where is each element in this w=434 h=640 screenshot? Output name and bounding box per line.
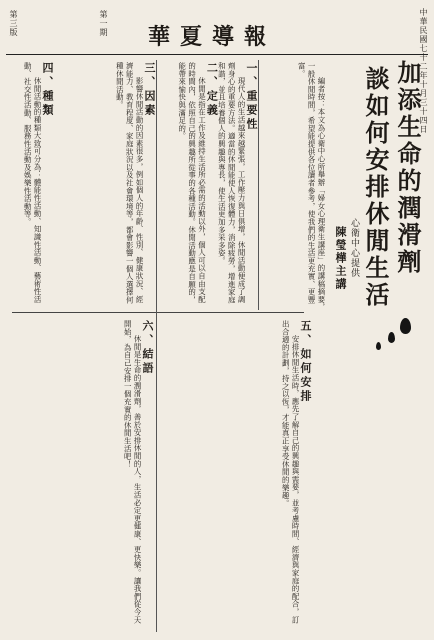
issue-label: 第一期 (99, 10, 108, 37)
headline-sub: 談如何安排休閒生活 (361, 66, 390, 309)
editor-note (262, 62, 326, 312)
section-text: 現代人的生活越來越緊張，工作壓力與日俱增，休閒活動便成了調劑身心的重要方法。適當的休閒能使人恢復體力，消除疲勞，增進家庭和諧，並且培養個人的興趣與專長，使生活更加多采多姿。 (217, 62, 247, 304)
article-column-2 (56, 62, 154, 307)
article-column-1 (160, 62, 256, 307)
drop-icon (400, 318, 411, 334)
article-column-4 (160, 320, 310, 630)
article-column-5 (12, 320, 152, 630)
column-rule (156, 60, 157, 632)
section-text: 休閒活動的種類大致可分為：體能性活動、知識性活動、藝術性活動、社交性活動、服務性活動及娛樂性活動等。 (23, 62, 43, 303)
section-text: 休閒是指在工作及維持生活所必需的活動以外，個人可以自由支配的時間內，依照自己的興趣所從事的各種活動。休閒活動應是自願的，能帶來愉快與滿足的。 (177, 62, 207, 304)
section-text: 影響休閒活動的因素很多，例如個人的年齡、性別、健康狀況、經濟能力、教育程度、家庭狀況以及社會環境等，都會影響一個人選擇何種休閒活動。 (115, 62, 145, 304)
editor-note-text: 編者按：本文為心衛中心所舉辦「婦女心理衛生講座」的講稿摘要，一般休閒時間，希望能提供各位讀者參考，使我們的生活更充實、更豐富。 (297, 62, 326, 311)
section-heading: 五、如何安排 (299, 320, 312, 404)
org-credit: 心衛中心提供 (349, 218, 359, 278)
section-divider (12, 312, 304, 313)
drop-icon (376, 342, 381, 350)
section-heading: 四、種類 (41, 62, 54, 118)
column-rule (258, 60, 259, 310)
page-label: 第三版 (9, 10, 18, 37)
section-heading: 三、因素 (143, 62, 156, 118)
section-heading: 二、定義 (205, 62, 219, 118)
masthead-band (6, 8, 428, 52)
header-rule (6, 54, 428, 55)
drop-icon (388, 332, 395, 343)
section-heading: 六、結語 (141, 320, 154, 376)
section-heading: 一、重要性 (245, 62, 258, 132)
section-text: 安排休閒生活時，應先了解自己的興趣與需要，並考慮時間、經濟與家庭的配合，訂出合適的計劃，持之以恆，才能真正享受休閒的樂趣。 (281, 320, 301, 624)
author-credit: 陳瑩樺主講 (334, 226, 347, 291)
article-column-3 (12, 62, 52, 307)
headline-main: 加添生命的潤滑劑 (393, 60, 422, 276)
date-line: 中華民國七十二年十月三十四日 (419, 8, 428, 134)
section-text: 休閒是生命的潤滑劑，善於安排休閒的人，生活必定更健康、更快樂。讓我們從今天開始，為自己安排一個充實的休閒生活吧！ (123, 320, 143, 624)
masthead-title: 華夏導報 (148, 24, 277, 50)
